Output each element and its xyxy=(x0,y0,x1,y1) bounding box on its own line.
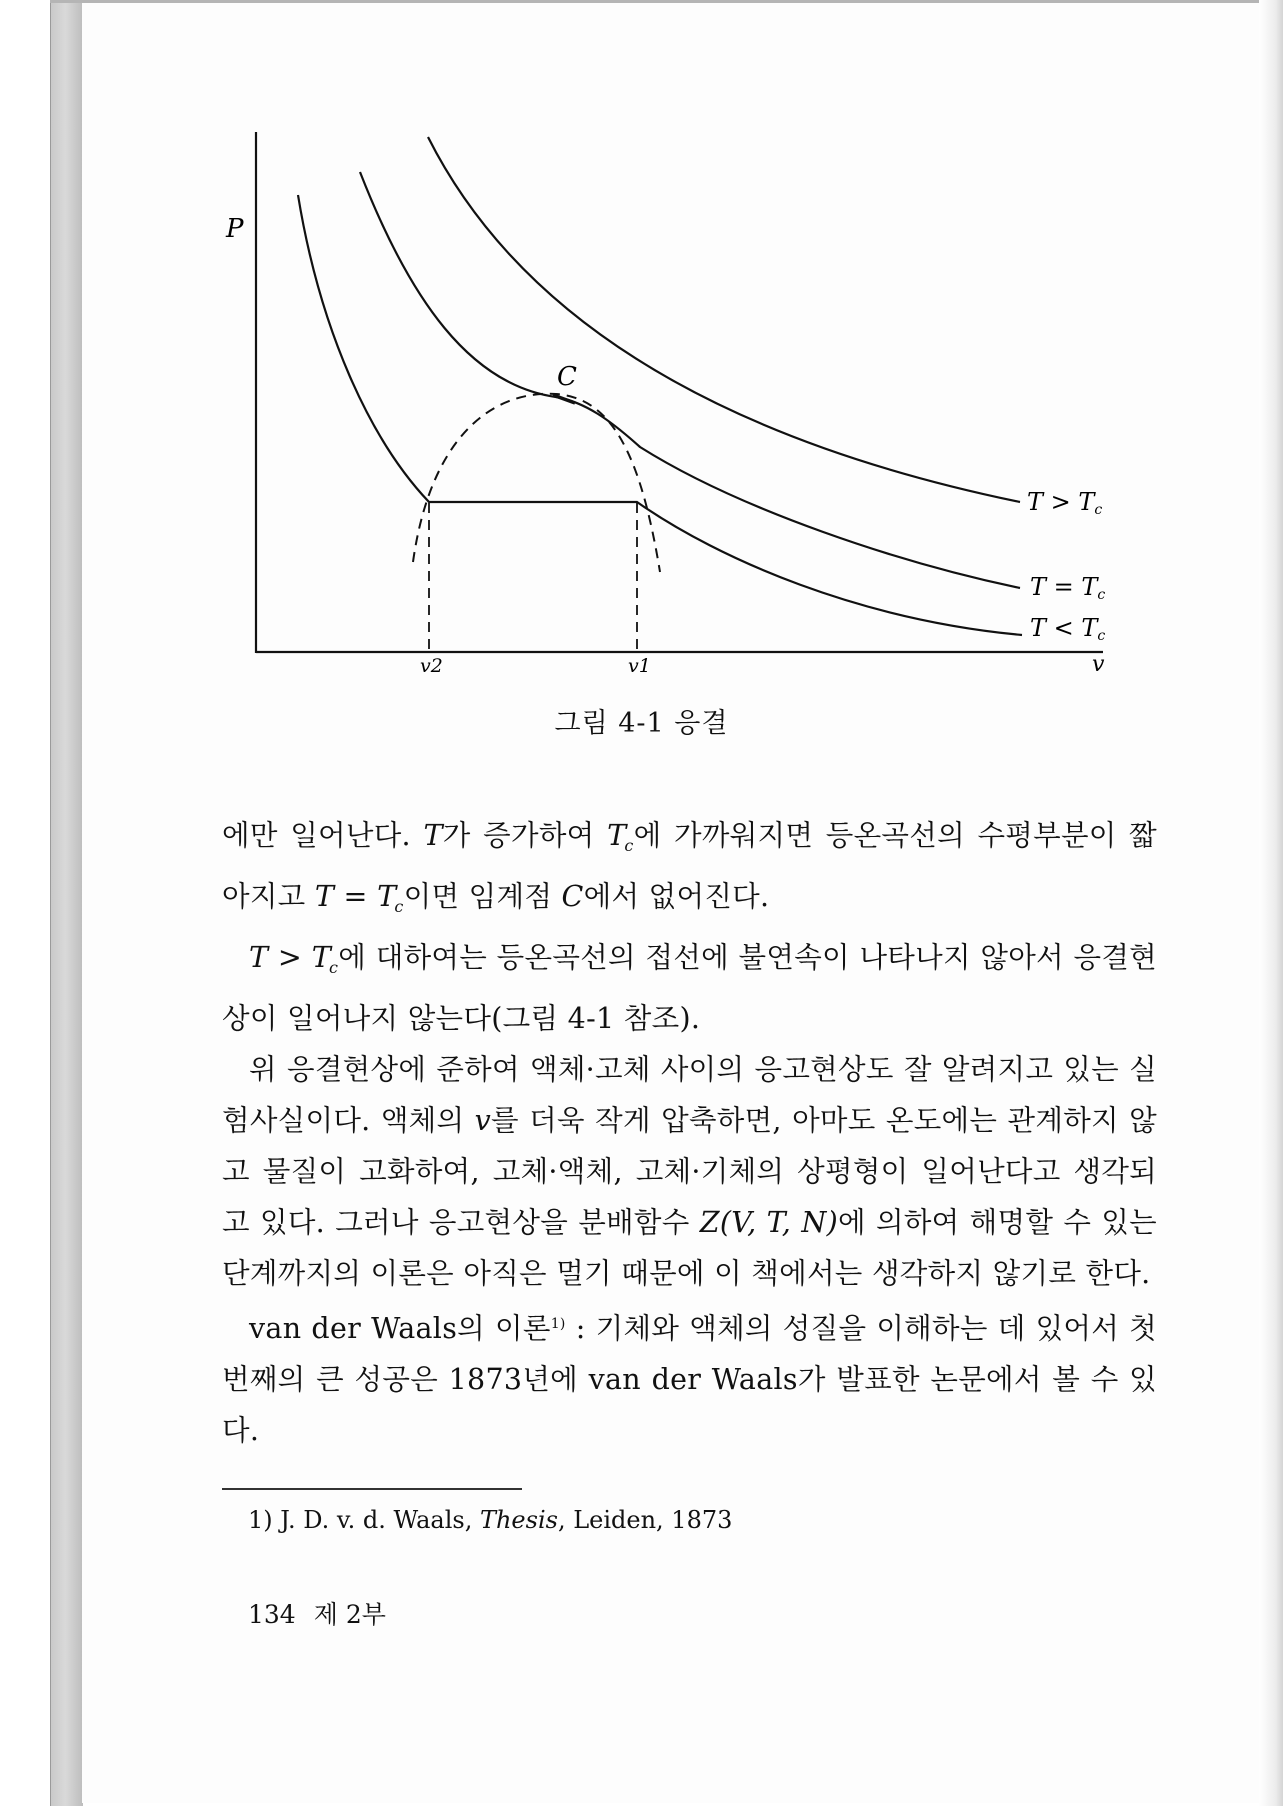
coexistence-dome xyxy=(413,394,660,572)
isotherm-critical xyxy=(360,172,1020,588)
p1-text-i: 이면 임계점 xyxy=(403,880,562,913)
isotherm-above-critical xyxy=(428,137,1020,502)
body-text xyxy=(222,810,1157,1456)
p1-math-c: C xyxy=(561,880,584,913)
tick-label-v2 xyxy=(420,655,443,677)
curve-label-below-text: T < T xyxy=(1030,614,1098,642)
paragraph-2 xyxy=(222,932,1157,1044)
p1-text-a: 에만 일어난다. xyxy=(222,819,424,852)
p2-math-tc: T xyxy=(311,941,332,974)
tick-label-v1 xyxy=(628,655,651,677)
part-label: 제 2부 xyxy=(313,1600,386,1629)
curve-label-above-text: T > T xyxy=(1027,488,1095,516)
p2-text-d: 에 대하여는 등온곡선의 접선에 불연속이 나타나지 않아서 응결현상이 일어나지 않는다(그림 4-1 참조). xyxy=(222,941,1157,1035)
p3-text-e: 에 의하여 해명할 수 있는 단계까지의 이론은 아직은 멀기 때문에 이 책에서는 생각하지 않기로 한다. xyxy=(222,1206,1158,1290)
critical-point-label: C xyxy=(557,362,577,392)
p3-math-z: Z(V, T, N) xyxy=(699,1206,838,1239)
paragraph-4 xyxy=(222,1299,1157,1456)
p1-math-tc2-sub: c xyxy=(394,897,404,916)
curve-label-above-sub: c xyxy=(1094,502,1103,518)
p1-math-tc-sub: c xyxy=(624,836,634,855)
p4-text-a: van der Waals의 이론 xyxy=(249,1312,551,1345)
footnote-text-a: 1) J. D. v. d. Waals, xyxy=(248,1506,480,1534)
footnote-text-c: , Leiden, 1873 xyxy=(557,1506,733,1534)
curve-label-below xyxy=(1030,614,1105,644)
isotherm-figure xyxy=(0,0,1283,760)
y-axis-label: P xyxy=(226,214,244,244)
x-axis-label: v xyxy=(1092,652,1105,677)
p1-text-e: 에 가까워지면 등온곡선의 수평부분이 짧아지고 xyxy=(222,819,1157,913)
p3-text-c: 를 더욱 작게 압축하면, 아마도 온도에는 관계하지 않고 물질이 고화하여, 고체·액체, 고체·기체의 상평형이 일어난다고 생각되고 있다. 그러나 응고현상을 분배함수 xyxy=(222,1104,1157,1239)
p2-math-gt: > xyxy=(268,941,312,974)
figure-caption: 그림 4-1 응결 xyxy=(554,708,729,739)
page-footer xyxy=(248,1595,386,1631)
footnote-title: Thesis xyxy=(479,1506,558,1534)
p1-math-eq: = xyxy=(334,880,378,913)
page-number: 134 xyxy=(248,1600,296,1629)
p1-math-t2: T xyxy=(314,880,335,913)
p1-text-c: 가 증가하여 xyxy=(442,819,608,852)
p1-math-tc2: T xyxy=(377,880,397,913)
paragraph-3 xyxy=(222,1044,1157,1299)
p4-text-b: : 기체와 액체의 성질을 이해하는 데 있어서 첫 번째의 큰 성공은 1873년에 van der Waals가 발표한 논문에서 볼 수 있다. xyxy=(222,1312,1157,1447)
p1-text-k: 에서 없어진다. xyxy=(583,880,770,913)
p3-math-v: v xyxy=(474,1104,492,1137)
curve-label-equal-sub: c xyxy=(1097,587,1106,603)
tick-v1-text: v1 xyxy=(628,655,651,677)
p1-math-t: T xyxy=(423,819,443,852)
p3-text-a: 위 응결현상에 준하여 액체·고체 사이의 응고현상도 잘 알려지고 있는 실험사실이다. 액체의 xyxy=(222,1053,1157,1137)
curve-label-equal xyxy=(1030,573,1105,603)
footnote-ref[interactable]: 1) xyxy=(550,1316,566,1332)
paragraph-1 xyxy=(222,810,1157,932)
curve-label-above xyxy=(1027,488,1102,518)
curve-label-equal-text: T = T xyxy=(1030,573,1098,601)
footnote xyxy=(248,1506,732,1534)
p1-math-tc: T xyxy=(607,819,627,852)
p2-math-tc-sub: c xyxy=(329,958,339,977)
p2-math-t: T xyxy=(249,941,269,974)
curve-label-below-sub: c xyxy=(1097,628,1106,644)
tick-v2-text: v2 xyxy=(420,655,443,677)
footnote-divider xyxy=(222,1488,522,1490)
